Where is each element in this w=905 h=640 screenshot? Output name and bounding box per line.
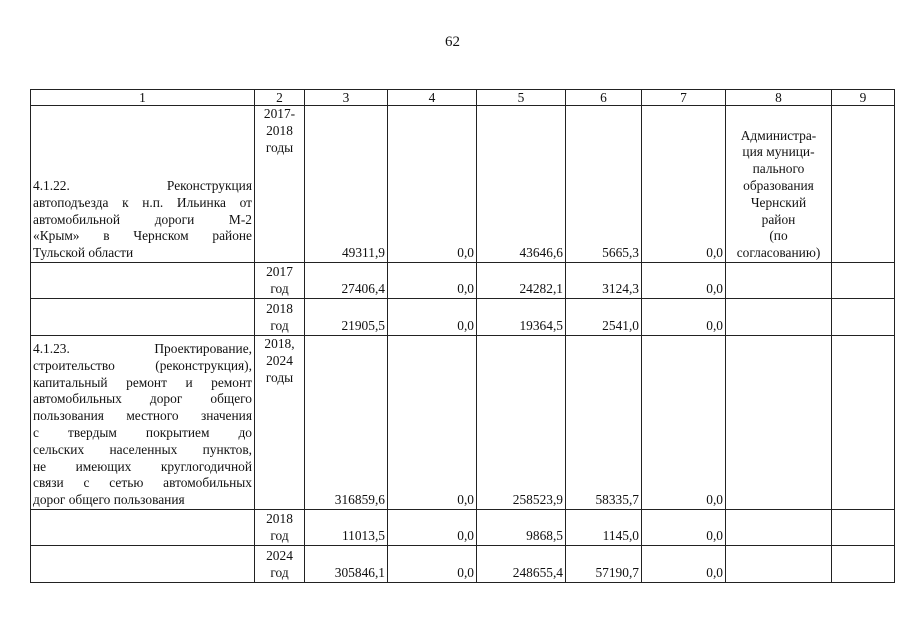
- empty-executor-cell: [726, 546, 832, 583]
- empty-executor-cell: [726, 510, 832, 546]
- col5-value: 258523,9: [477, 336, 566, 510]
- col7-value: 0,0: [642, 106, 726, 263]
- col6-value: 2541,0: [566, 299, 642, 336]
- table-row: [31, 510, 895, 546]
- empty-executor-cell: [726, 263, 832, 299]
- header-cell-4: 4: [388, 90, 477, 106]
- empty-description-cell: [31, 263, 255, 299]
- col7-value: 0,0: [642, 263, 726, 299]
- col4-value: 0,0: [388, 336, 477, 510]
- col9-cell: [832, 510, 895, 546]
- period-cell: 2017- 2018 годы: [255, 106, 305, 263]
- period-cell: 2018, 2024 годы: [255, 336, 305, 510]
- total-value: 11013,5: [305, 510, 388, 546]
- table-row: [31, 106, 895, 263]
- col7-value: 0,0: [642, 546, 726, 583]
- col7-value: 0,0: [642, 510, 726, 546]
- header-row: [31, 90, 895, 106]
- col5-value: 9868,5: [477, 510, 566, 546]
- col5-value: 43646,6: [477, 106, 566, 263]
- executor-cell: Администра- ция муници- пального образования Чернский район (по согласованию): [726, 106, 832, 263]
- measure-description: 4.1.22. Реконструкция автоподъезда к н.п. Ильинка от автомобильной дороги М-2 «Крым» в Чернском районе Тульской области: [31, 106, 255, 263]
- col9-cell: [832, 336, 895, 510]
- program-table: [30, 89, 895, 583]
- col4-value: 0,0: [388, 263, 477, 299]
- page-number: 62: [445, 34, 460, 50]
- header-cell-6: 6: [566, 90, 642, 106]
- header-cell-5: 5: [477, 90, 566, 106]
- period-cell: 2018 год: [255, 510, 305, 546]
- period-cell: 2017 год: [255, 263, 305, 299]
- header-cell-1: 1: [31, 90, 255, 106]
- col9-cell: [832, 299, 895, 336]
- col4-value: 0,0: [388, 510, 477, 546]
- col6-value: 5665,3: [566, 106, 642, 263]
- total-value: 27406,4: [305, 263, 388, 299]
- total-value: 21905,5: [305, 299, 388, 336]
- table-row: [31, 336, 895, 510]
- col6-value: 1145,0: [566, 510, 642, 546]
- header-cell-8: 8: [726, 90, 832, 106]
- period-cell: 2018 год: [255, 299, 305, 336]
- col6-value: 3124,3: [566, 263, 642, 299]
- header-cell-9: 9: [832, 90, 895, 106]
- header-cell-7: 7: [642, 90, 726, 106]
- col9-cell: [832, 546, 895, 583]
- table-row: [31, 263, 895, 299]
- empty-executor-cell: [726, 299, 832, 336]
- empty-executor-cell: [726, 336, 832, 510]
- table-row: [31, 299, 895, 336]
- col5-value: 248655,4: [477, 546, 566, 583]
- table-row: [31, 546, 895, 583]
- empty-description-cell: [31, 546, 255, 583]
- col7-value: 0,0: [642, 336, 726, 510]
- col5-value: 24282,1: [477, 263, 566, 299]
- empty-description-cell: [31, 299, 255, 336]
- measure-description: 4.1.23. Проектирование, строительство (реконструкция), капитальный ремонт и ремонт автомобильных дорог общего пользования местного значения с твердым покрытием до сельских населенных пунктов, не имеющих круглогодичной связи с сетью автомобильных дорог общего пользования: [31, 336, 255, 510]
- total-value: 316859,6: [305, 336, 388, 510]
- header-cell-3: 3: [305, 90, 388, 106]
- col5-value: 19364,5: [477, 299, 566, 336]
- period-cell: 2024 год: [255, 546, 305, 583]
- col9-cell: [832, 263, 895, 299]
- empty-description-cell: [31, 510, 255, 546]
- col6-value: 57190,7: [566, 546, 642, 583]
- total-value: 49311,9: [305, 106, 388, 263]
- header-cell-2: 2: [255, 90, 305, 106]
- col9-cell: [832, 106, 895, 263]
- col6-value: 58335,7: [566, 336, 642, 510]
- total-value: 305846,1: [305, 546, 388, 583]
- col4-value: 0,0: [388, 106, 477, 263]
- col4-value: 0,0: [388, 546, 477, 583]
- col4-value: 0,0: [388, 299, 477, 336]
- col7-value: 0,0: [642, 299, 726, 336]
